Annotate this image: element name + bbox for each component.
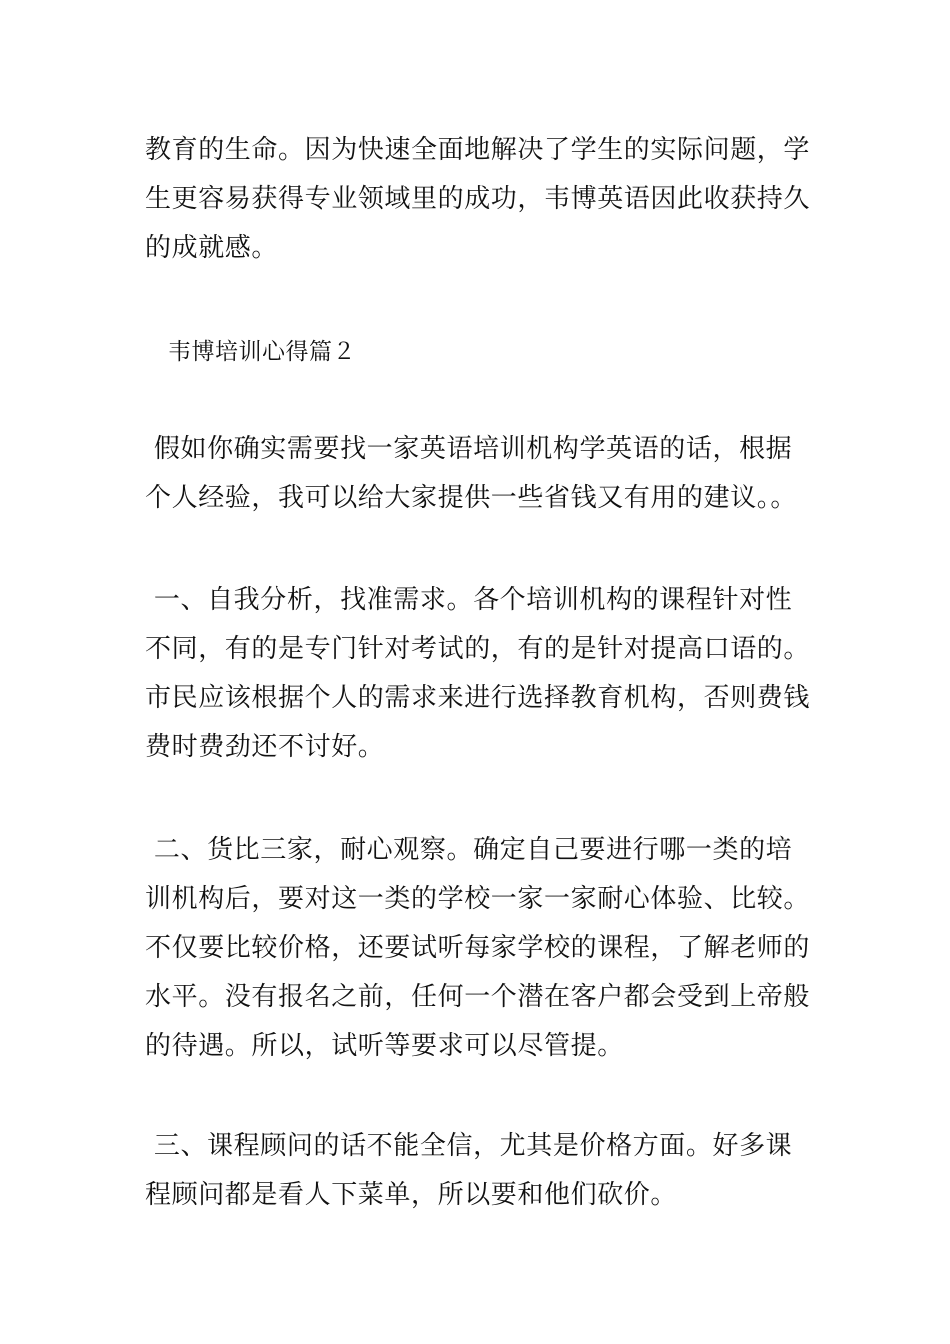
paragraph-4: 二、货比三家，耐心观察。确定自己要进行哪一类的培训机构后，要对这一类的学校一家一家耐心体验、比较。不仅要比较价格，还要试听每家学校的课程，了解老师的水平。没有报名之前，任何一个潜在客户都会受到上帝般的待遇。所以，试听等要求可以尽管提。 (145, 835, 811, 1061)
paragraph-3: 一、自我分析，找准需求。各个培训机构的课程针对性不同，有的是专门针对考试的，有的是针对提高口语的。市民应该根据个人的需求来进行选择教育机构，否则费钱费时费劲还不讨好。 (145, 585, 811, 762)
section-heading: 韦博培训心得篇２ (168, 339, 356, 365)
paragraph-1: 教育的生命。因为快速全面地解决了学生的实际问题，学生更容易获得专业领域里的成功，韦博英语因此收获持久的成就感。 (145, 135, 811, 263)
paragraph-2: 假如你确实需要找一家英语培训机构学英语的话，根据个人经验，我可以给大家提供一些省钱又有用的建议。。 (145, 434, 798, 513)
paragraph-5: 三、课程顾问的话不能全信，尤其是价格方面。好多课程顾问都是看人下菜单，所以要和他们砍价。 (145, 1131, 793, 1210)
